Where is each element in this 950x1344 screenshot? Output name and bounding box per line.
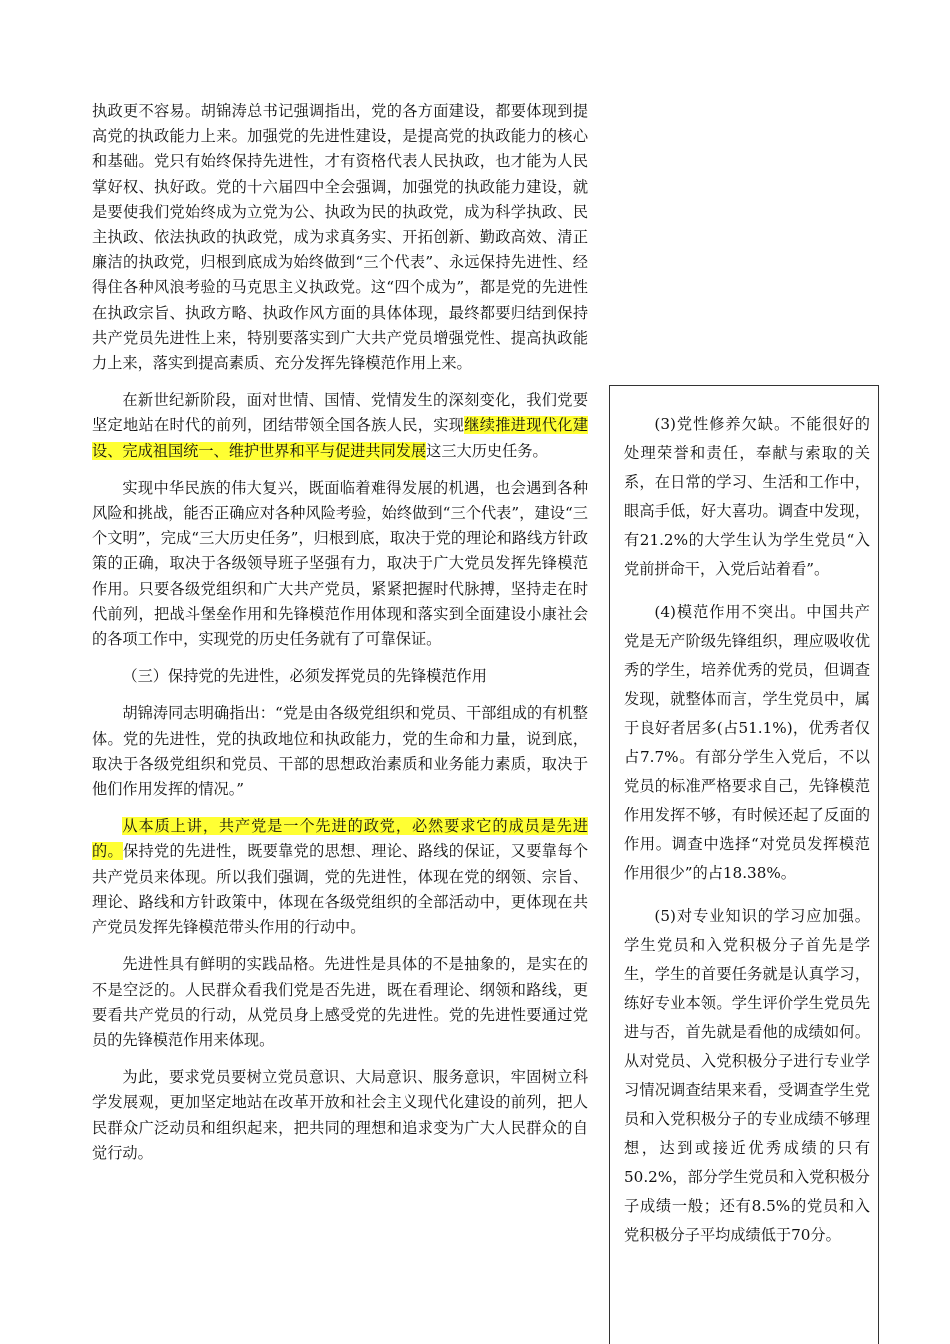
sidebar-box bbox=[609, 385, 879, 1344]
paragraph-ruling-capacity: 执政更不容易。胡锦涛总书记强调指出，党的各方面建设，都要体现到提高党的执政能力上来。加强党的先进性建设，是提高党的执政能力的核心和基础。党只有始终保持先进性，才有资格代表人民执政，也才能为人民掌好权、执好政。党的十六届四中全会强调，加强党的执政能力建设，就是要使我们党始终成为立党为公、执政为民的执政党，成为科学执政、民主执政、依法执政的执政党，成为求真务实、开拓创新、勤政高效、清正廉洁的执政党，归根到底成为始终做到“三个代表”、永远保持先进性、经得住各种风浪考验的马克思主义执政党。这“四个成为”，都是党的先进性在执政宗旨、执政方略、执政作风方面的具体体现，最终都要归结到保持共产党员先进性上来，特别要落实到广大共产党员增强党性、提高执政能力上来，落实到提高素质、充分发挥先锋模范作用上来。 bbox=[92, 102, 588, 373]
section-heading: （三）保持党的先进性，必须发挥党员的先锋模范作用 bbox=[122, 667, 487, 686]
highlighted-text: 继续推进现代化建设、完成祖国统一、维护世界和平与促进共同发展 bbox=[92, 416, 589, 460]
sidebar-paragraph-professional-study: (5)对专业知识的学习应加强。学生党员和入党积极分子首先是学生，学生的首要任务就是认真学习，练好专业本领。学生评价学生党员先进与否，首先就是看他的成绩如何。从对党员、入党积极分子进行专业学习情况调查结果来看，受调查学生党员和入党积极分子的专业成绩不够理想，达到或接近优秀成绩的只有50.2%，部分学生党员和入党积极分子成绩一般；还有8.5%的党员和入党积极分子平均成绩低于70分。 bbox=[624, 907, 870, 1244]
paragraph-text: 在新世纪新阶段，面对世情、国情、党情发生的深刻变化，我们党要坚定地站在时代的前列，团结带领全国各族人民，实现 bbox=[92, 391, 588, 435]
paragraph-advanced-nature bbox=[92, 814, 588, 940]
sidebar-content bbox=[624, 410, 870, 1264]
paragraph-national-rejuvenation: 实现中华民族的伟大复兴，既面临着难得发展的机遇，也会遇到各种风险和挑战，能否正确应对各种风险考验，始终做到“三个代表”，建设“三个文明”，完成“三大历史任务”，归根到底，取决于党的理论和路线方针政策的正确，取决于各级领导班子坚强有力，取决于广大党员发挥先锋模范作用。只要各级党组织和广大共产党员，紧紧把握时代脉搏，坚持走在时代前列，把战斗堡垒作用和先锋模范作用体现和落实到全面建设小康社会的各项工作中，实现党的历史任务就有了可靠保证。 bbox=[92, 478, 588, 649]
paragraph-text: 保持党的先进性，既要靠党的思想、理论、路线的保证，又要靠每个共产党员来体现。所以我们强调，党的先进性，体现在党的纲领、宗旨、理论、路线和方针政策中，体现在各级党组织的全部活动中，更体现在共产党员发挥先锋模范带头作用的行动中。 bbox=[92, 842, 589, 937]
paragraph-practical-character: 先进性具有鲜明的实践品格。先进性是具体的不是抽象的，是实在的不是空泛的。人民群众看我们党是否先进，既在看理论、纲领和路线，更要看共产党员的行动，从党员身上感受党的先进性。党的先进性要通过党员的先锋模范作用来体现。 bbox=[92, 955, 588, 1049]
sidebar-paragraph-exemplary-role: (4)模范作用不突出。中国共产党是无产阶级先锋组织，理应吸收优秀的学生，培养优秀的党员，但调查发现，就整体而言，学生党员中，属于良好者居多(占51.1%)，优秀者仅占7.7%。有部分学生入党后，不以党员的标准严格要求自己，先锋模范作用发挥不够，有时候还起了反面的作用。调查中选择“对党员发挥模范作用很少”的占18.38%。 bbox=[624, 603, 870, 882]
paragraph-historic-tasks bbox=[92, 388, 588, 464]
main-text-column bbox=[92, 99, 588, 1178]
highlighted-text: 从本质上讲，共产党是一个先进的政党，必然要求它的成员是先进的。 bbox=[92, 817, 588, 861]
paragraph-requirements: 为此，要求党员要树立党员意识、大局意识、服务意识，牢固树立科学发展观，更加坚定地站在改革开放和社会主义现代化建设的前列，把人民群众广泛动员和组织起来，把共同的理想和追求变为广大人民群众的自觉行动。 bbox=[92, 1068, 588, 1162]
sidebar-paragraph-party-spirit: (3)党性修养欠缺。不能很好的处理荣誉和责任，奉献与索取的关系，在日常的学习、生活和工作中，眼高手低，好大喜功。调查中发现，有21.2%的大学生认为学生党员“入党前拼命干，入党后站着看”。 bbox=[624, 415, 870, 578]
paragraph-quote: 胡锦涛同志明确指出：“党是由各级党组织和党员、干部组成的有机整体。党的先进性，党的执政地位和执政能力，党的生命和力量，说到底，取决于各级党组织和党员、干部的思想政治素质和业务能力素质，取决于他们作用发挥的情况。” bbox=[92, 704, 588, 799]
paragraph-text: 这三大历史任务。 bbox=[426, 441, 548, 460]
